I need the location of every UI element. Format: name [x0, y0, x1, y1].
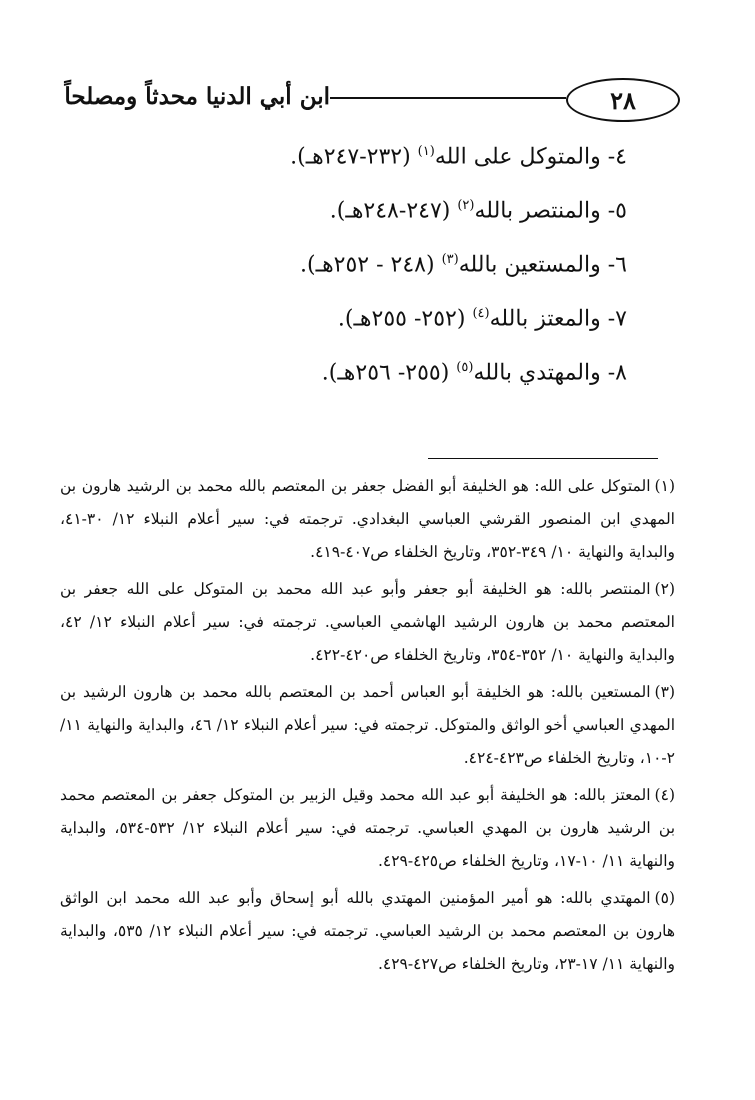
list-item	[107, 236, 627, 290]
header-rule	[330, 97, 566, 99]
caliph-name: ٨- والمهتدي بالله	[473, 360, 627, 386]
footnote-separator	[428, 458, 658, 459]
list-item	[107, 128, 627, 182]
running-title: ابن أبي الدنيا محدثاً ومصلحاً	[64, 83, 330, 110]
footnote	[60, 676, 675, 775]
caliph-name: ٤- والمتوكل على الله	[434, 144, 627, 170]
list-item	[107, 290, 627, 344]
footnote-text: المعتز بالله: هو الخليفة أبو عبد الله محمد وقيل الزبير بن المتوكل جعفر بن المعتصم محمد بن الرشيد هارون بن المهدي العباسي. ترجمته في: سير أعلام النبلاء ١٢/ ٥٣٢-٥٣٤، والبداية والنهاية ١١/ ١٠-١٧، وتاريخ الخلفاء ص٤٢٥-٤٢٩.	[60, 786, 676, 870]
page-number-text: ٢٨	[610, 85, 636, 115]
footnote-number: (٢)	[654, 580, 675, 598]
footnote-text: المتوكل على الله: هو الخليفة أبو الفضل جعفر بن المعتصم بالله محمد بن الرشيد هارون بن المهدي ابن المنصور القرشي العباسي البغدادي. ترجمته في: سير أعلام النبلاء ١٢/ ٣٠-٤١، والبداية والنهاية ١٠/ ٣٤٩-٣٥٢، وتاريخ الخلفاء ص٤٠٧-٤١٩.	[60, 477, 675, 561]
caliph-name: ٥- والمنتصر بالله	[474, 198, 627, 224]
footnote	[60, 882, 675, 981]
footnote-ref: (١)	[417, 144, 435, 159]
footnote-number: (٥)	[654, 889, 675, 907]
page-number	[566, 78, 680, 122]
caliph-years: (٢٤٨ - ٢٥٢هـ).	[300, 252, 442, 278]
footnote	[60, 470, 675, 569]
footnote-ref: (٤)	[472, 306, 490, 321]
caliph-name: ٧- والمعتز بالله	[489, 306, 627, 332]
footnote-number: (١)	[654, 477, 675, 495]
caliph-years: (٢٣٢-٢٤٧هـ).	[290, 144, 418, 170]
footnote	[60, 779, 675, 878]
footnote-ref: (٢)	[457, 198, 475, 213]
caliph-years: (٢٥٥- ٢٥٦هـ).	[321, 360, 457, 386]
caliph-name: ٦- والمستعين بالله	[458, 252, 627, 278]
footnote-number: (٤)	[654, 786, 675, 804]
footnote-text: المنتصر بالله: هو الخليفة أبو جعفر وأبو عبد الله محمد بن المتوكل على الله جعفر بن المعتصم محمد بن هارون الرشيد الهاشمي العباسي. ترجمته في: سير أعلام النبلاء ١٢/ ٤٢، والبداية والنهاية ١٠/ ٣٥٢-٣٥٤، وتاريخ الخلفاء ص٤٢٠-٤٢٢.	[60, 580, 675, 664]
footnote-number: (٣)	[654, 683, 675, 701]
footnote-ref: (٣)	[441, 252, 459, 267]
footnote-ref: (٥)	[456, 360, 474, 375]
footnote	[60, 573, 675, 672]
list-item	[107, 344, 627, 398]
footnote-text: المستعين بالله: هو الخليفة أبو العباس أحمد بن المعتصم بالله محمد بن هارون الرشيد بن المهدي العباسي أخو الواثق والمتوكل. ترجمته في: سير أعلام النبلاء ١٢/ ٤٦، والبداية والنهاية ١١/ ٢-١٠، وتاريخ الخلفاء ص٤٢٣-٤٢٤.	[60, 683, 675, 767]
footnotes	[60, 470, 675, 985]
caliph-years: (٢٤٧-٢٤٨هـ).	[329, 198, 458, 224]
caliph-list	[107, 128, 627, 398]
footnote-text: المهتدي بالله: هو أمير المؤمنين المهتدي بالله أبو إسحاق وأبو عبد الله محمد ابن الواثق هارون بن المعتصم محمد بن الرشيد العباسي. ترجمته في: سير أعلام النبلاء ١٢/ ٥٣٥، والبداية والنهاية ١١/ ١٧-٢٣، وتاريخ الخلفاء ص٤٢٧-٤٢٩.	[60, 889, 675, 973]
caliph-years: (٢٥٢- ٢٥٥هـ).	[337, 306, 473, 332]
list-item	[107, 182, 627, 236]
